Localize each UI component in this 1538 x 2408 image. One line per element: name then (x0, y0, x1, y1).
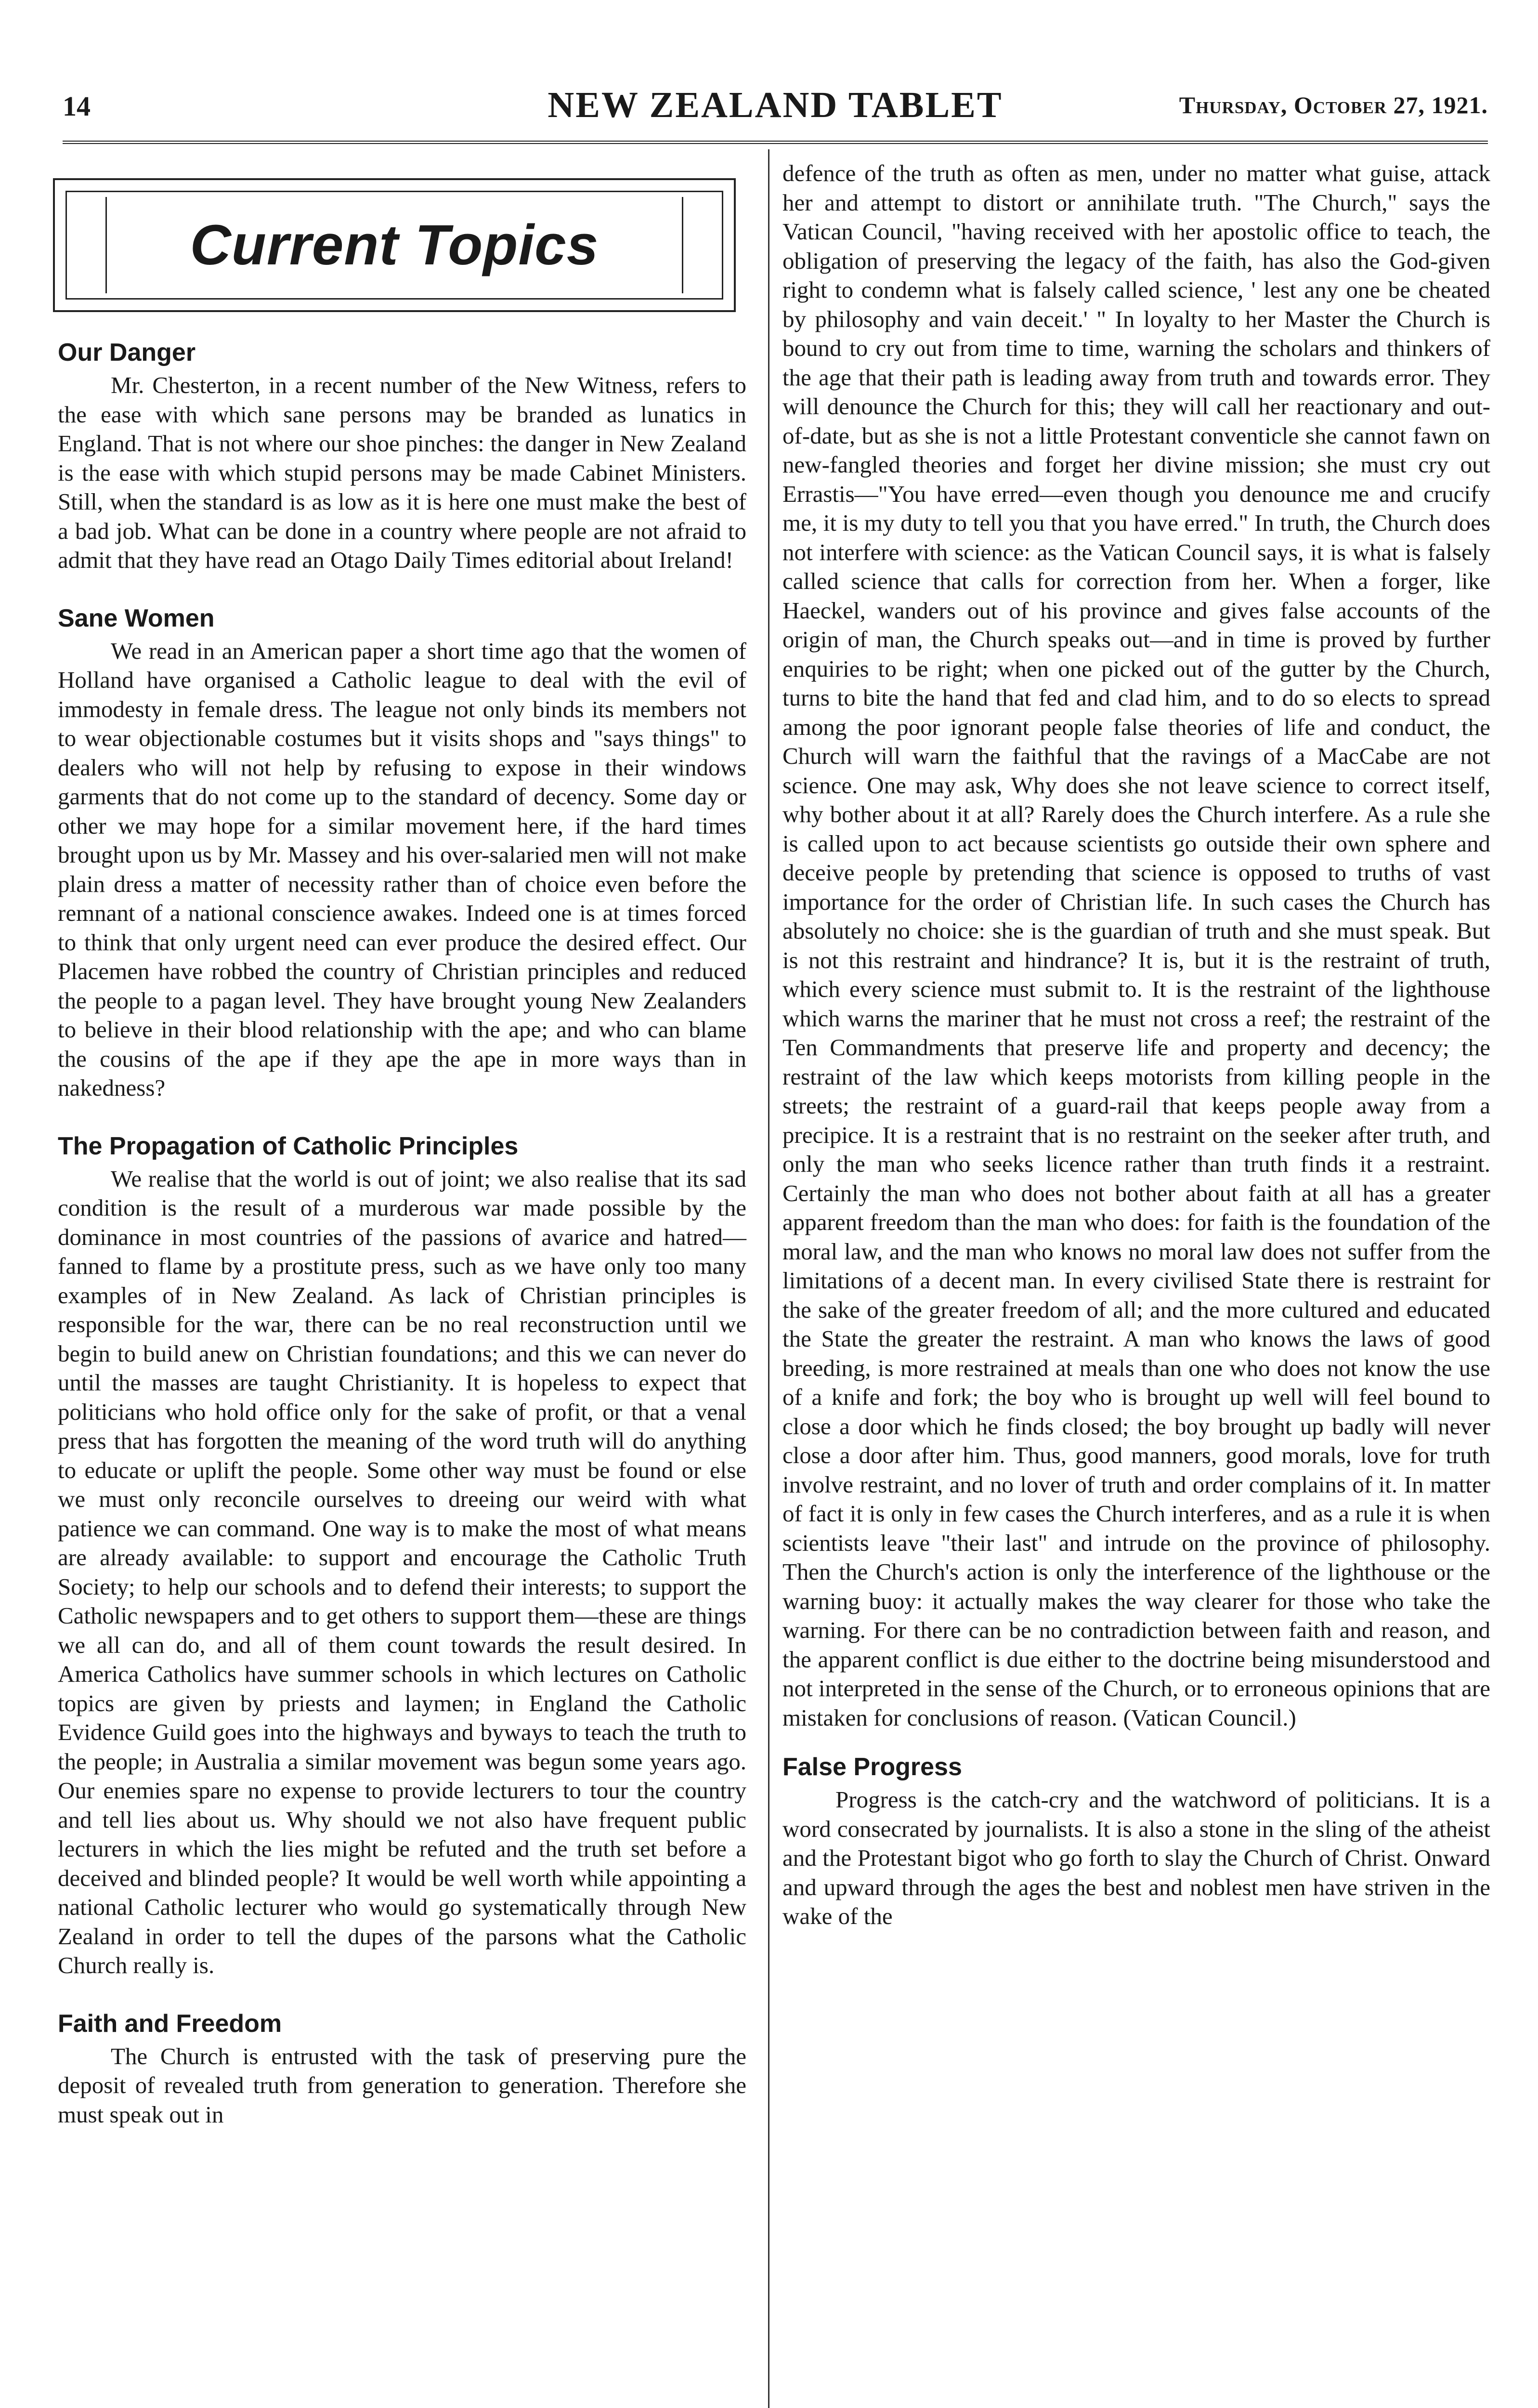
right-column (782, 159, 1490, 1931)
section-heading: Faith and Freedom (58, 2009, 282, 2038)
article-paragraph: The Church is entrusted with the task of preserving pure the deposit of revealed truth from generation to generation. Therefore she must speak out in (58, 2042, 746, 2128)
section-heading: False Progress (782, 1753, 962, 1781)
column-divider (768, 149, 769, 2408)
article-paragraph: We realise that the world is out of joint; we also realise that its sad condition is the result of a murderous war made possible by the dominance in most countries of the passions of avarice and hatred—fanned to flame by a prostitute press, such as we have only too many examples of in New Zealand. As lack of Christian principles is responsible for the war, there can be no real reconstruction until we begin to build anew on Christian foundations; and this we can never do until the masses are taught Christianity. It is hopeless to expect that politicians who hold office only for the sake of profit, or that a venal press that has forgotten the meaning of the word truth will do anything to educate or uplift the people. Some other way must be found or else we must only reconcile ourselves to dreeing our weird with what patience we can command. One way is to make the most of what means are already available: to support and encourage the Catholic Truth Society; to help our schools and to defend their interests; to support the Catholic newspapers and to get others to support them—these are things we all can do, and all of them count towards the result desired. In America Catholics have summer schools in which lectures on Catholic topics are given by priests and laymen; in England the Catholic Evidence Guild goes into the highways and byways to teach the truth to the people; in Australia a similar movement was begun some years ago. Our enemies spare no expense to provide lecturers to tour the country and tell lies about us. Why should we not also have frequent public lecturers in which the lies might be refuted and the truth set before a deceived and blinded people? It would be well worth while appointing a national Catholic lecturer who would go systematically through New Zealand in order to tell the dupes of the parsons what the Catholic Church really is. (58, 1165, 746, 1978)
article-paragraph: Mr. Chesterton, in a recent number of the New Witness, refers to the ease with which sane persons may be branded as lunatics in England. That is not where our shoe pinches: the danger in New Zealand is the ease with which stupid persons may be made Cabinet Ministers. Still, when the standard is as low as it is here one must make the best of a bad job. What can be done in a country where people are not afraid to admit that they have read an Otago Daily Times editorial about Ireland! (58, 372, 746, 573)
issue-date: Thursday, October 27, 1921. (1179, 92, 1488, 118)
masthead (63, 84, 1488, 128)
article-paragraph: Progress is the catch-cry and the watchword of politicians. It is a word consecrated by journalists. It is also a stone in the sling of the atheist and the Protestant bigot who go forth to slay the Church of Christ. Onward and upward through the ages the best and noblest men have striven in the wake of the (782, 1786, 1490, 1929)
banner-frame (65, 191, 723, 300)
current-topics-banner (53, 178, 736, 312)
article-continuation: defence of the truth as often as men, under no matter what guise, attack her and attempt to distort or annihilate truth. "The Church," says the Vatican Council, "having received with her apostolic office to teach, the obligation of preserving the legacy of the faith, has also the God-given right to condemn what is falsely called science, ' lest any one be cheated by philosophy and vain deceit.' " In loyalty to her Master the Church is bound to cry out from time to time, warning the scholars and thinkers of the age that their path is leading away from truth and towards error. They will denounce the Church for this; they will call her reactionary and out-of-date, but as she is not a little Protestant conventicle she cannot fawn on new-fangled theories and forget her divine mission; she must cry out Errastis—"You have erred—even though you denounce me and crucify me, it is my duty to tell you that you have erred." In truth, the Church does not interfere with science: as the Vatican Council says, it is what is falsely called science that calls for correction from her. When a forger, like Haeckel, wanders out of his province and gives false accounts of the origin of man, the Church speaks out—and in time is proved by further enquiries to be right; when one picked out of the gutter by the Church, turns to bite the hand that fed and clad him, and to do so elects to spread among the poor ignorant people false theories of life and conduct, the Church will warn the faithful that the ravings of a MacCabe are not science. One may ask, Why does she not leave science to correct itself, why bother about it at all? Rarely does the Church interfere. As a rule she is called upon to act because scientists go outside their own sphere and deceive people by pretending that science is opposed to truths of vast importance for the order of Christian life. In such cases the Church has absolutely no choice: she is the guardian of truth and she must speak. But is not this restraint and hindrance? It is, but it is the restraint of truth, which every science must submit to. It is the restraint of the lighthouse which warns the mariner that he must not cross a reef; the restraint of the Ten Commandments that preserve life and property and decency; the restraint of the law which keeps motorists from killing people in the streets; the restraint of a guard-rail that keeps people away from a precipice. It is a restraint that is no restraint on the seeker after truth, and only the man who seeks licence rather than truth finds it a restraint. Certainly the man who does not bother about faith at all has a greater apparent freedom than the man who does: for faith is the foundation of the moral law, and the man who knows no moral law does not suffer from the limitations of a decent man. In every civilised State there is restraint for the sake of the greater freedom of all; and the more cultured and educated the State the greater the restraint. A man who knows the laws of good breeding, is more restrained at meals than one who does not know the use of a knife and fork; the boy who is brought up well will feel bound to close a door which he finds closed; the boy brought up badly will never close a door after him. Thus, good manners, good morals, love for truth involve restraint, and no lover of truth and order complains of it. In matter of fact it is only in few cases the Church interferes, and as a rule it is when scientists leave "their last" and intrude on the province of philosophy. Then the Church's action is only the interference of the lighthouse or the warning buoy: it actually makes the way clearer for those who take the warning. For there can be no contradiction between faith and reason, and the apparent conflict is due either to the doctrine being misunderstood and not interpreted in the sense of the Church, or to erroneous opinions that are mistaken for conclusions of reason. (Vatican Council.) (782, 160, 1490, 1731)
newspaper-title: NEW ZEALAND TABLET (547, 85, 1003, 125)
banner-panel (105, 197, 683, 293)
left-column (58, 337, 746, 2129)
section-heading: Our Danger (58, 339, 196, 366)
page-number: 14 (63, 91, 91, 122)
article-paragraph: We read in an American paper a short time ago that the women of Holland have organised a Catholic league to deal with the evil of immodesty in female dress. The league not only binds its members not to wear objectionable costumes but it visits shops and "says things" to dealers who will not help by refusing to expose in their windows garments that do not come up to the standard of decency. Some day or other we may hope for a similar movement here, if the hard times brought upon us by Mr. Massey and his over-salaried men will not make plain dress a matter of necessity rather than of choice even before the remnant of a national conscience awakes. Indeed one is at times forced to think that only urgent need can ever produce the desired effect. Our Placemen have robbed the country of Christian principles and reduced the people to a pagan level. They have brought young New Zealanders to believe in their blood relationship with the ape; and who can blame the cousins of the ape if they ape the ape in more ways than in nakedness? (58, 637, 746, 1101)
masthead-rule (63, 141, 1488, 144)
banner-title: Current Topics (190, 213, 599, 277)
section-heading: Sane Women (58, 604, 215, 632)
section-heading: The Propagation of Catholic Principles (58, 1132, 519, 1160)
